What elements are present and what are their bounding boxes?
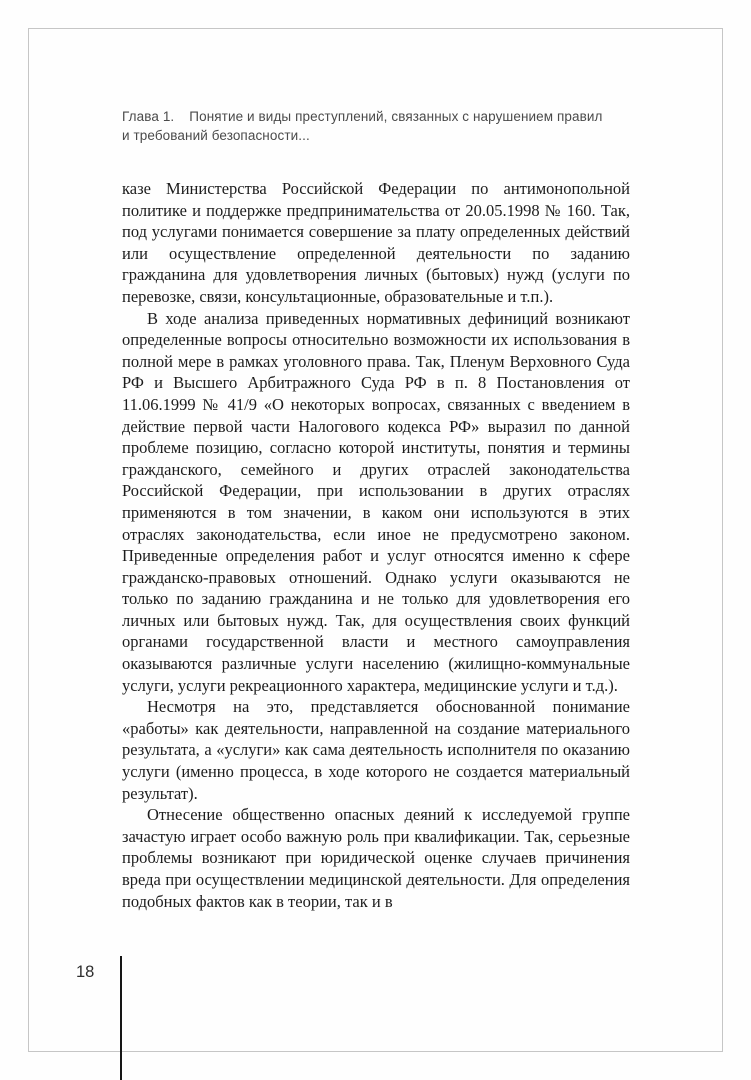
paragraph: Отнесение общественно опасных деяний к исследуемой группе зачастую играет особо важную роль при квалификации. Так, серьезные проблемы возникают при юридической оценке случаев причинения вреда при осуществлении медицинской деятельности. Для определения подобных фактов как в теории, так и в bbox=[122, 805, 630, 911]
page-number: 18 bbox=[76, 963, 95, 981]
body-text bbox=[122, 178, 630, 912]
footer-rule bbox=[120, 956, 122, 1080]
header-line-1 bbox=[122, 108, 630, 127]
header-chapter-label: Глава 1. bbox=[122, 109, 175, 124]
header-title-line-1: Понятие и виды преступлений, связанных с нарушением правил bbox=[189, 109, 603, 124]
running-header bbox=[122, 108, 630, 145]
paragraph: казе Министерства Российской Федерации по антимонопольной политике и поддержке предпринимательства от 20.05.1998 № 160. Так, под услугами понимается совершение за плату определенных действий или осуществление определенной деятельности по заданию гражданина для удовлетворения личных (бытовых) нужд (услуги по перевозке, связи, консультационные, образовательные и т.п.). bbox=[122, 179, 630, 306]
paragraph: Несмотря на это, представляется обоснованной понимание «работы» как деятельности, направленной на создание материального результата, а «услуги» как сама деятельность исполнителя по оказанию услуги (именно процесса, в ходе которого не создается материальный результат). bbox=[122, 697, 630, 803]
header-line-2 bbox=[122, 127, 630, 146]
paragraph: В ходе анализа приведенных нормативных дефиниций возникают определенные вопросы относительно возможности их использования в полной мере в рамках уголовного права. Так, Пленум Верховного Суда РФ и Высшего Арбитражного Суда РФ в п. 8 Постановления от 11.06.1999 № 41/9 «О некоторых вопросах, связанных с введением в действие первой части Налогового кодекса РФ» выразил по данной проблеме позицию, согласно которой институты, понятия и термины гражданского, семейного и других отраслей законодательства Российской Федерации, при использовании в других отраслях применяются в том значении, в каком они используются в этих отраслях законодательства, если иное не предусмотрено законом. Приведенные определения работ и услуг относятся именно к сфере гражданско-правовых отношений. Однако услуги оказываются не только по заданию гражданина и не только для удовлетворения его личных или бытовых нужд. Так, для осуществления своих функций органами государственной власти и местного самоуправления оказываются различные услуги населению (жилищно-коммунальные услуги, услуги рекреационного характера, медицинские услуги и т.д.). bbox=[122, 308, 630, 695]
header-title-line-2: и требований безопасности... bbox=[122, 127, 310, 143]
